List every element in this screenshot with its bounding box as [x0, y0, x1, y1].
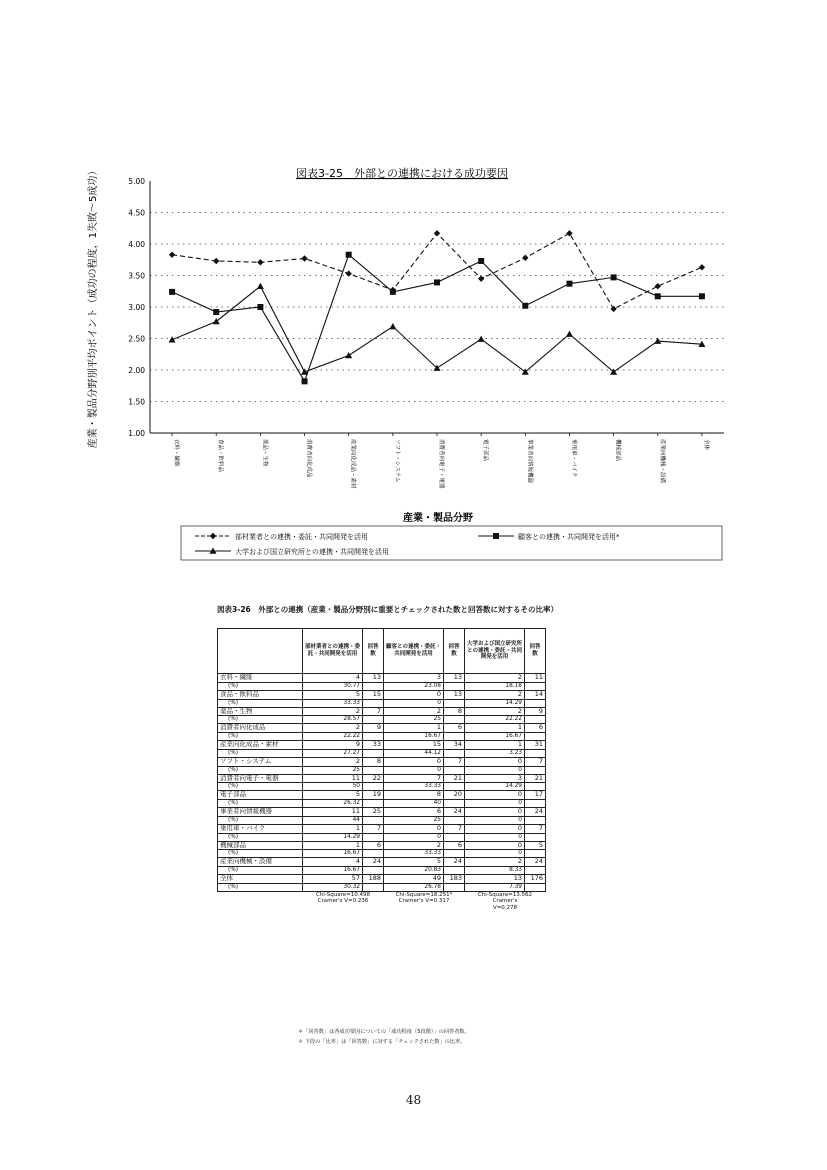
percent-label: (%)	[218, 699, 303, 707]
data-point-series-1	[213, 258, 219, 264]
header-col-5: 大学および国立研究所との連携・委託・共同開発を活用	[465, 629, 525, 674]
cell-percent: 16.67	[384, 733, 444, 741]
cell-percent: 16.67	[303, 850, 363, 858]
cell-count: 6	[444, 841, 465, 850]
cell-percent: 22.22	[303, 733, 363, 741]
table-row	[218, 741, 546, 750]
data-point-series-3	[566, 331, 573, 337]
cell-percent: 40	[384, 800, 444, 808]
cell-count: 0	[384, 757, 444, 766]
cell-count: 1	[303, 841, 363, 850]
header-blank	[218, 629, 303, 674]
cell-percent: 33.33	[384, 783, 444, 791]
data-table	[217, 628, 546, 912]
chi-square-stat	[303, 891, 384, 911]
x-axis-label: 産業・製品分野	[403, 513, 473, 524]
table-row	[218, 757, 546, 766]
cell-count: 9	[525, 707, 546, 716]
series-line-3	[172, 286, 702, 372]
cell-percent: 27.27	[303, 749, 363, 757]
cell-count: 24	[363, 858, 384, 867]
row-category: 電子部品	[218, 791, 303, 800]
cell-count: 49	[384, 875, 444, 884]
chi-square-stat	[465, 891, 546, 911]
row-category: 消費者向化成品	[218, 724, 303, 733]
x-tick-label: 機械部品	[614, 439, 621, 462]
legend-label-series-1: 部材業者との連携・委託・共同開発を活用	[235, 533, 368, 541]
data-point-series-1	[522, 255, 528, 261]
cell-count: 21	[525, 774, 546, 783]
header-col-1: 部材業者との連携・委託・共同開発を活用	[303, 629, 363, 674]
cell-count: 9	[363, 724, 384, 733]
table-row	[218, 674, 546, 683]
cell-count: 11	[303, 808, 363, 817]
x-tick-label: 産業向化成品・素材	[349, 439, 356, 489]
cell-empty	[363, 699, 384, 707]
data-point-series-1	[345, 270, 351, 276]
cell-percent: 26.78	[384, 883, 444, 891]
cell-percent: 7.39	[465, 883, 525, 891]
cell-count: 7	[363, 824, 384, 833]
x-tick-label: 食品・飲料品	[217, 439, 224, 473]
cell-count: 5	[303, 791, 363, 800]
cell-count: 14	[525, 690, 546, 699]
table-row	[218, 858, 546, 867]
cell-count: 8	[444, 707, 465, 716]
percent-label: (%)	[218, 816, 303, 824]
table-row-percent	[218, 816, 546, 824]
cell-count: 2	[303, 724, 363, 733]
percent-label: (%)	[218, 682, 303, 690]
cell-empty	[444, 833, 465, 841]
stat-line: Chi-Square=18.251*	[395, 891, 453, 898]
cell-count: 7	[525, 757, 546, 766]
data-point-series-2	[566, 281, 572, 287]
cell-percent: 25	[384, 716, 444, 724]
data-point-series-1	[610, 306, 616, 312]
cell-count: 21	[444, 774, 465, 783]
data-point-series-1	[434, 230, 440, 236]
cell-count: 11	[525, 674, 546, 683]
cell-percent: 50	[303, 783, 363, 791]
data-point-series-2	[434, 279, 440, 285]
cell-count: 7	[384, 774, 444, 783]
cell-count: 7	[444, 824, 465, 833]
cell-count: 57	[303, 875, 363, 884]
cell-count: 0	[465, 841, 525, 850]
cell-percent: 0	[384, 833, 444, 841]
table-row	[218, 824, 546, 833]
x-tick-label: 産業向機械・設備	[658, 439, 665, 484]
x-tick-label: 消費者向電子・電器	[438, 439, 444, 489]
cell-count: 6	[525, 724, 546, 733]
cell-count: 4	[303, 674, 363, 683]
x-tick-label: 衣料・繊維	[173, 439, 180, 467]
y-tick-label: 2.50	[128, 334, 145, 344]
cell-count: 24	[444, 858, 465, 867]
y-tick-label: 4.50	[128, 208, 145, 218]
cell-empty	[525, 833, 546, 841]
table-row	[218, 690, 546, 699]
y-axis-label: 産業・製品分野別平均ポイント（成功の程度，1失敗～5成功）	[88, 165, 99, 449]
cell-percent: 20.83	[384, 867, 444, 875]
cell-count: 3	[384, 674, 444, 683]
cell-percent: 0	[384, 699, 444, 707]
x-tick-label: 消費者向化成品	[305, 439, 312, 478]
cell-count: 8	[384, 791, 444, 800]
cell-percent: 33.33	[303, 699, 363, 707]
cell-count: 1	[303, 824, 363, 833]
cell-count: 2	[303, 757, 363, 766]
cell-count: 2	[465, 858, 525, 867]
stat-line: V=0.278	[492, 904, 518, 911]
cell-count: 31	[525, 741, 546, 750]
table-row-percent	[218, 716, 546, 724]
cell-count: 13	[444, 690, 465, 699]
table-row	[218, 791, 546, 800]
data-point-series-2	[611, 274, 617, 280]
cell-count: 5	[303, 690, 363, 699]
cell-count: 5	[525, 841, 546, 850]
cell-percent: 18.18	[465, 682, 525, 690]
row-category: ソフト・システム	[218, 757, 303, 766]
row-category: 産業向機械・設備	[218, 858, 303, 867]
cell-percent: 22.22	[465, 716, 525, 724]
data-point-series-2	[655, 293, 661, 299]
row-category: 消費者向電子・電器	[218, 774, 303, 783]
row-category: 乗用車・バイク	[218, 824, 303, 833]
cell-count: 24	[525, 858, 546, 867]
x-tick-label: 薬品・生物	[261, 439, 268, 467]
header-col-2: 回答数	[363, 629, 384, 674]
percent-label: (%)	[218, 800, 303, 808]
y-tick-label: 5.00	[128, 177, 145, 186]
cell-count: 33	[363, 741, 384, 750]
header-col-4: 回答数	[444, 629, 465, 674]
data-point-series-1	[699, 264, 705, 270]
x-tick-label: 電子部品	[482, 439, 489, 462]
stat-line: Chi-Square=10.498	[315, 891, 371, 898]
row-category: 産業向化成品・素材	[218, 741, 303, 750]
percent-label: (%)	[218, 783, 303, 791]
cell-count: 2	[465, 690, 525, 699]
percent-label: (%)	[218, 749, 303, 757]
data-point-series-2	[169, 289, 175, 295]
data-point-series-2	[213, 309, 219, 315]
cell-count: 15	[363, 690, 384, 699]
cell-percent: 44	[303, 816, 363, 824]
cell-count: 17	[525, 791, 546, 800]
data-point-series-2	[257, 304, 263, 310]
table-row	[218, 774, 546, 783]
cell-count: 188	[363, 875, 384, 884]
cell-percent: 30.32	[303, 883, 363, 891]
cell-percent: 8.33	[465, 867, 525, 875]
percent-label: (%)	[218, 716, 303, 724]
cell-count: 4	[303, 858, 363, 867]
cell-count: 7	[363, 707, 384, 716]
data-point-series-2	[390, 289, 396, 295]
table-caption: 図表3-26 外部との連携（産業・製品分野別に重要とチェックされた数と回答数に対するその比率）	[217, 605, 559, 614]
cell-count: 8	[363, 757, 384, 766]
cell-count: 0	[384, 824, 444, 833]
data-point-series-3	[169, 336, 176, 342]
cell-percent: 3.23	[465, 749, 525, 757]
table-row	[218, 841, 546, 850]
y-tick-label: 3.50	[128, 271, 145, 281]
y-tick-label: 1.00	[128, 429, 145, 438]
cell-count: 0	[465, 808, 525, 817]
row-category: 薬品・生物	[218, 707, 303, 716]
cell-percent: 25	[384, 816, 444, 824]
cell-empty	[444, 766, 465, 774]
cell-count: 0	[465, 791, 525, 800]
cell-count: 34	[444, 741, 465, 750]
cell-count: 13	[363, 674, 384, 683]
x-tick-label: ソフト・システム	[393, 439, 400, 483]
cell-percent: 25	[303, 766, 363, 774]
cell-empty	[363, 883, 384, 891]
cell-empty	[363, 766, 384, 774]
x-tick-label: 全体	[702, 439, 709, 451]
data-point-series-3	[389, 323, 396, 329]
table-row	[218, 707, 546, 716]
cell-count: 2	[384, 841, 444, 850]
cell-count: 13	[444, 674, 465, 683]
percent-label: (%)	[218, 733, 303, 741]
cell-count: 24	[444, 808, 465, 817]
legend-label-series-2: 顧客との連携・共同開発を活用*	[518, 533, 620, 541]
cell-percent: 14.29	[465, 783, 525, 791]
cell-count: 7	[444, 757, 465, 766]
y-tick-label: 2.00	[128, 366, 145, 375]
data-point-series-1	[655, 283, 661, 289]
table-row	[218, 875, 546, 884]
cell-count: 3	[465, 774, 525, 783]
chart-title: 図表3-25 外部との連携における成功要因	[296, 167, 508, 180]
cell-count: 0	[384, 690, 444, 699]
stat-line: Cramer's V=0.317	[398, 898, 450, 905]
cell-count: 22	[363, 774, 384, 783]
cell-count: 6	[363, 841, 384, 850]
stat-line: Chi-Square=13.562	[477, 891, 533, 898]
header-col-3: 顧客との連携・委託・共同開発を活用	[384, 629, 444, 674]
data-point-series-2	[478, 258, 484, 264]
legend-marker-series-2	[493, 533, 499, 539]
table-row-percent	[218, 833, 546, 841]
cell-empty	[363, 833, 384, 841]
cell-count: 19	[363, 791, 384, 800]
x-tick-label: 乗用車・バイク	[570, 439, 577, 478]
cell-count: 176	[525, 875, 546, 884]
cell-empty	[444, 883, 465, 891]
row-category: 機械部品	[218, 841, 303, 850]
cell-count: 1	[465, 741, 525, 750]
cell-count: 0	[465, 757, 525, 766]
stat-line: Cramer's	[492, 898, 518, 905]
page-number: 48	[405, 1093, 422, 1107]
data-point-series-3	[257, 283, 264, 289]
cell-count: 6	[384, 808, 444, 817]
table-row-percent	[218, 883, 546, 891]
cell-empty	[525, 883, 546, 891]
cell-count: 25	[363, 808, 384, 817]
data-point-series-1	[257, 259, 263, 265]
cell-count: 13	[465, 875, 525, 884]
stat-line: Cramer's V=0.236	[317, 898, 369, 905]
cell-percent: 0	[465, 833, 525, 841]
cell-count: 5	[384, 858, 444, 867]
cell-count: 11	[303, 774, 363, 783]
row-category: 全体	[218, 875, 303, 884]
percent-label: (%)	[218, 833, 303, 841]
percent-label: (%)	[218, 883, 303, 891]
cell-percent: 26.32	[303, 800, 363, 808]
cell-count: 15	[384, 741, 444, 750]
cell-count: 6	[444, 724, 465, 733]
note-2: ＊ 下段の「比率」は「回答数」に対する「チェックされた数」の比率。	[298, 1038, 466, 1045]
data-point-series-2	[699, 293, 705, 299]
percent-label: (%)	[218, 850, 303, 858]
cell-count: 1	[465, 724, 525, 733]
data-point-series-1	[478, 275, 484, 281]
table-stats-row	[218, 891, 546, 911]
cell-count: 0	[465, 824, 525, 833]
note-1: ＊「回答数」は各成功要因についての「成功程度（5段階）」の回答者数。	[298, 1029, 470, 1035]
table-notes	[298, 1028, 470, 1048]
cell-percent: 0	[384, 766, 444, 774]
table-row-percent	[218, 766, 546, 774]
header-col-6: 回答数	[525, 629, 546, 674]
legend-label-series-3: 大学および国立研究所との連携・共同開発を活用	[235, 548, 389, 556]
cell-count: 9	[303, 741, 363, 750]
legend-marker-series-1	[210, 533, 216, 539]
cell-percent: 0	[465, 800, 525, 808]
cell-empty	[525, 766, 546, 774]
table-row-percent	[218, 867, 546, 875]
cell-count: 2	[303, 707, 363, 716]
cell-percent: 44.12	[384, 749, 444, 757]
cell-count: 183	[444, 875, 465, 884]
table-row-percent	[218, 783, 546, 791]
cell-empty	[444, 699, 465, 707]
data-point-series-1	[566, 230, 572, 236]
cell-count: 24	[525, 808, 546, 817]
data-point-series-3	[345, 352, 352, 358]
line-chart	[0, 0, 827, 580]
table-row-percent	[218, 699, 546, 707]
data-point-series-1	[169, 252, 175, 258]
cell-empty	[525, 699, 546, 707]
chart-legend	[181, 526, 722, 560]
cell-percent: 0	[465, 850, 525, 858]
series-line-1	[172, 233, 702, 309]
y-tick-label: 4.00	[128, 240, 145, 249]
cell-percent: 16.67	[465, 733, 525, 741]
y-tick-label: 1.50	[128, 397, 145, 407]
data-point-series-3	[478, 336, 485, 342]
table-row	[218, 724, 546, 733]
table-row-percent	[218, 682, 546, 690]
table-header-row	[218, 629, 546, 674]
y-tick-label: 3.00	[128, 303, 145, 312]
row-category: 衣料・繊維	[218, 674, 303, 683]
cell-percent: 0	[465, 816, 525, 824]
cell-count: 2	[384, 707, 444, 716]
percent-label: (%)	[218, 766, 303, 774]
row-category: 食品・飲料品	[218, 690, 303, 699]
data-point-series-2	[302, 378, 308, 384]
cell-count: 2	[465, 674, 525, 683]
cell-percent: 23.08	[384, 682, 444, 690]
data-point-series-2	[522, 303, 528, 309]
cell-count: 7	[525, 824, 546, 833]
cell-count: 2	[465, 707, 525, 716]
cell-percent: 28.57	[303, 716, 363, 724]
row-category: 事業者向情報機器	[218, 808, 303, 817]
cell-percent: 14.29	[465, 699, 525, 707]
chi-square-stat	[384, 891, 465, 911]
cell-percent: 30.77	[303, 682, 363, 690]
table-row	[218, 808, 546, 817]
cell-count: 1	[384, 724, 444, 733]
cell-count: 20	[444, 791, 465, 800]
cell-percent: 0	[465, 766, 525, 774]
cell-percent: 14.29	[303, 833, 363, 841]
cell-empty	[218, 891, 303, 911]
cell-percent: 16.67	[303, 867, 363, 875]
cell-percent: 33.33	[384, 850, 444, 858]
x-tick-label: 事業者向情報機器	[526, 439, 533, 484]
series-line-2	[172, 255, 702, 382]
data-point-series-1	[301, 255, 307, 261]
data-point-series-2	[346, 252, 352, 258]
percent-label: (%)	[218, 867, 303, 875]
